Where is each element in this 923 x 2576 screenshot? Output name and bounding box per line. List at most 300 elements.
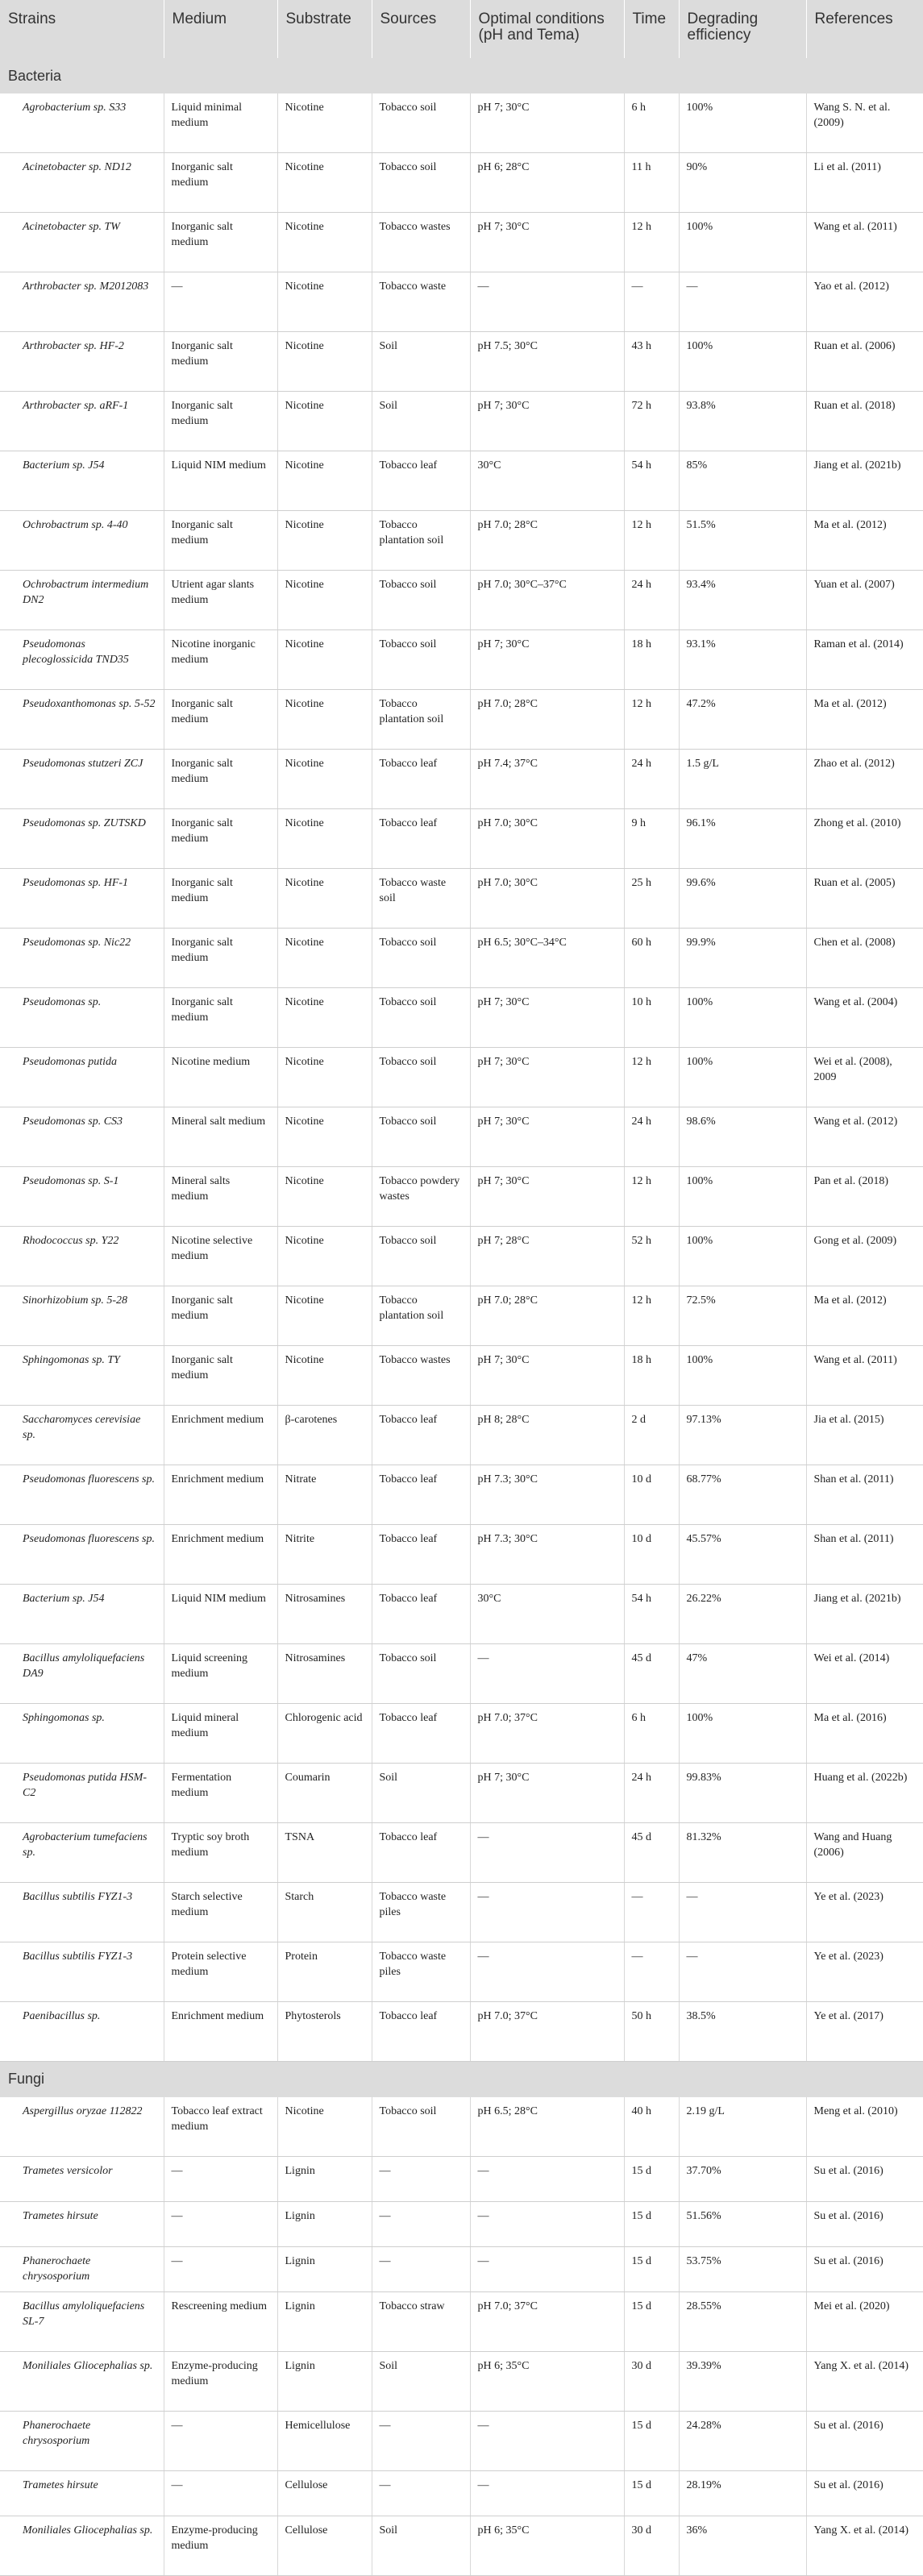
cell-strain: Pseudomonas sp. ZUTSKD — [0, 809, 164, 869]
cell-strain: Acinetobacter sp. ND12 — [0, 153, 164, 213]
cell-strain: Pseudomonas putida — [0, 1048, 164, 1107]
cell-time: 24 h — [624, 571, 679, 630]
cell-strain: Ochrobactrum intermedium DN2 — [0, 571, 164, 630]
cell-time: 45 d — [624, 1644, 679, 1704]
cell-time: 11 h — [624, 153, 679, 213]
cell-efficiency: 51.5% — [679, 511, 806, 571]
cell-reference: Ye et al. (2023) — [806, 1942, 923, 2002]
cell-time: 15 d — [624, 2291, 679, 2351]
cell-medium: Inorganic salt medium — [164, 332, 277, 392]
cell-strain: Pseudomonas putida HSM-C2 — [0, 1764, 164, 1823]
cell-conditions: 30°C — [470, 1585, 624, 1644]
cell-substrate: Nicotine — [277, 809, 372, 869]
cell-source: Tobacco waste piles — [372, 1883, 470, 1942]
cell-efficiency: 47.2% — [679, 690, 806, 750]
cell-efficiency: 2.19 g/L — [679, 2097, 806, 2157]
cell-reference: Zhao et al. (2012) — [806, 750, 923, 809]
table-row — [0, 1107, 923, 1167]
cell-strain: Trametes hirsute — [0, 2470, 164, 2516]
cell-conditions: — — [470, 272, 624, 332]
cell-efficiency: 98.6% — [679, 1107, 806, 1167]
cell-source: Tobacco leaf — [372, 451, 470, 511]
cell-reference: Zhong et al. (2010) — [806, 809, 923, 869]
table-row — [0, 690, 923, 750]
cell-efficiency: 26.22% — [679, 1585, 806, 1644]
cell-conditions: pH 7; 30°C — [470, 1346, 624, 1406]
cell-reference: Yang X. et al. (2014) — [806, 2516, 923, 2575]
table-row — [0, 1406, 923, 1465]
cell-efficiency: 99.83% — [679, 1764, 806, 1823]
cell-medium: Inorganic salt medium — [164, 809, 277, 869]
cell-strain: Pseudomonas stutzeri ZCJ — [0, 750, 164, 809]
cell-efficiency: 68.77% — [679, 1465, 806, 1525]
cell-source: Soil — [372, 2516, 470, 2575]
cell-strain: Phanerochaete chrysosporium — [0, 2411, 164, 2470]
cell-strain: Bacterium sp. J54 — [0, 1585, 164, 1644]
cell-time: 12 h — [624, 1286, 679, 1346]
cell-reference: Su et al. (2016) — [806, 2411, 923, 2470]
table-row — [0, 2411, 923, 2470]
cell-medium: Inorganic salt medium — [164, 213, 277, 272]
cell-efficiency: 93.8% — [679, 392, 806, 451]
cell-conditions: pH 7; 28°C — [470, 1227, 624, 1286]
cell-medium: Inorganic salt medium — [164, 988, 277, 1048]
table-row — [0, 2097, 923, 2157]
table-row — [0, 2470, 923, 2516]
cell-source: Tobacco plantation soil — [372, 1286, 470, 1346]
cell-substrate: Lignin — [277, 2156, 372, 2201]
cell-time: 12 h — [624, 690, 679, 750]
cell-time: 50 h — [624, 2002, 679, 2062]
cell-substrate: Nicotine — [277, 1286, 372, 1346]
cell-strain: Bacillus amyloliquefaciens DA9 — [0, 1644, 164, 1704]
cell-strain: Pseudomonas fluorescens sp. — [0, 1465, 164, 1525]
cell-source: Soil — [372, 332, 470, 392]
cell-source: Tobacco wastes — [372, 1346, 470, 1406]
cell-time: 12 h — [624, 511, 679, 571]
table-row — [0, 93, 923, 153]
table-row — [0, 1227, 923, 1286]
cell-strain: Aspergillus oryzae 112822 — [0, 2097, 164, 2157]
cell-conditions: pH 7.5; 30°C — [470, 332, 624, 392]
cell-reference: Wei et al. (2008), 2009 — [806, 1048, 923, 1107]
table-row — [0, 392, 923, 451]
table-row — [0, 2156, 923, 2201]
cell-reference: Wang et al. (2011) — [806, 213, 923, 272]
cell-medium: Inorganic salt medium — [164, 1346, 277, 1406]
cell-reference: Ma et al. (2016) — [806, 1704, 923, 1764]
section-label: Bacteria — [0, 58, 923, 93]
table-row — [0, 630, 923, 690]
cell-efficiency: 36% — [679, 2516, 806, 2575]
cell-reference: Ruan et al. (2005) — [806, 869, 923, 929]
cell-substrate: Lignin — [277, 2201, 372, 2246]
cell-medium: — — [164, 2201, 277, 2246]
cell-conditions: — — [470, 2411, 624, 2470]
cell-time: 12 h — [624, 213, 679, 272]
cell-medium: Inorganic salt medium — [164, 392, 277, 451]
cell-substrate: Nicotine — [277, 1048, 372, 1107]
cell-reference: Gong et al. (2009) — [806, 1227, 923, 1286]
cell-source: — — [372, 2201, 470, 2246]
cell-medium: Tryptic soy broth medium — [164, 1823, 277, 1883]
section-row — [0, 2062, 923, 2097]
cell-strain: Pseudomonas fluorescens sp. — [0, 1525, 164, 1585]
cell-time: 24 h — [624, 1764, 679, 1823]
cell-medium: — — [164, 2411, 277, 2470]
cell-conditions: pH 7; 30°C — [470, 213, 624, 272]
header-substrate: Substrate — [277, 0, 372, 58]
cell-strain: Moniliales Gliocephalias sp. — [0, 2351, 164, 2411]
cell-strain: Phanerochaete chrysosporium — [0, 2246, 164, 2291]
section-row — [0, 58, 923, 93]
table-row — [0, 1525, 923, 1585]
table-row — [0, 1585, 923, 1644]
cell-reference: Wang et al. (2011) — [806, 1346, 923, 1406]
cell-time: — — [624, 272, 679, 332]
cell-efficiency: 100% — [679, 1048, 806, 1107]
table-row — [0, 1644, 923, 1704]
cell-reference: Li et al. (2011) — [806, 153, 923, 213]
table-row — [0, 2516, 923, 2575]
cell-conditions: pH 7.0; 30°C–37°C — [470, 571, 624, 630]
cell-time: 2 d — [624, 1406, 679, 1465]
table-row — [0, 2351, 923, 2411]
cell-substrate: Nicotine — [277, 1107, 372, 1167]
cell-source: — — [372, 2470, 470, 2516]
cell-reference: Huang et al. (2022b) — [806, 1764, 923, 1823]
cell-reference: Pan et al. (2018) — [806, 1167, 923, 1227]
cell-time: 24 h — [624, 750, 679, 809]
cell-efficiency: — — [679, 272, 806, 332]
cell-efficiency: 38.5% — [679, 2002, 806, 2062]
cell-source: Tobacco soil — [372, 93, 470, 153]
table-row — [0, 2246, 923, 2291]
table-row — [0, 2002, 923, 2062]
cell-efficiency: 90% — [679, 153, 806, 213]
cell-source: Soil — [372, 1764, 470, 1823]
cell-efficiency: 100% — [679, 1346, 806, 1406]
cell-reference: Su et al. (2016) — [806, 2470, 923, 2516]
cell-time: 30 d — [624, 2351, 679, 2411]
cell-reference: Jiang et al. (2021b) — [806, 451, 923, 511]
cell-source: Tobacco leaf — [372, 1823, 470, 1883]
cell-efficiency: 47% — [679, 1644, 806, 1704]
table-row — [0, 213, 923, 272]
cell-time: 45 d — [624, 1823, 679, 1883]
cell-time: 54 h — [624, 1585, 679, 1644]
cell-reference: Yang X. et al. (2014) — [806, 2351, 923, 2411]
cell-conditions: pH 7.0; 28°C — [470, 1286, 624, 1346]
table-body — [0, 58, 923, 2575]
table-row — [0, 2291, 923, 2351]
cell-substrate: Nicotine — [277, 571, 372, 630]
cell-time: 15 d — [624, 2201, 679, 2246]
cell-conditions: pH 7; 30°C — [470, 93, 624, 153]
cell-strain: Acinetobacter sp. TW — [0, 213, 164, 272]
cell-medium: — — [164, 272, 277, 332]
cell-reference: Wang et al. (2004) — [806, 988, 923, 1048]
table-row — [0, 1167, 923, 1227]
table-row — [0, 1764, 923, 1823]
cell-reference: Ma et al. (2012) — [806, 511, 923, 571]
cell-medium: Enrichment medium — [164, 1525, 277, 1585]
cell-strain: Sphingomonas sp. TY — [0, 1346, 164, 1406]
cell-reference: Ye et al. (2023) — [806, 1883, 923, 1942]
cell-reference: Wang and Huang (2006) — [806, 1823, 923, 1883]
cell-substrate: Nicotine — [277, 630, 372, 690]
cell-source: Tobacco soil — [372, 1227, 470, 1286]
cell-conditions: pH 7.4; 37°C — [470, 750, 624, 809]
table-row — [0, 1346, 923, 1406]
cell-medium: Enrichment medium — [164, 1406, 277, 1465]
cell-efficiency: 93.1% — [679, 630, 806, 690]
cell-time: 9 h — [624, 809, 679, 869]
cell-substrate: Nitrite — [277, 1525, 372, 1585]
cell-time: 15 d — [624, 2156, 679, 2201]
cell-source: — — [372, 2246, 470, 2291]
cell-strain: Ochrobactrum sp. 4-40 — [0, 511, 164, 571]
cell-reference: Yuan et al. (2007) — [806, 571, 923, 630]
cell-substrate: Cellulose — [277, 2470, 372, 2516]
cell-medium: Enzyme-producing medium — [164, 2516, 277, 2575]
table-row — [0, 332, 923, 392]
cell-medium: Inorganic salt medium — [164, 511, 277, 571]
cell-source: Tobacco leaf — [372, 1585, 470, 1644]
cell-substrate: Nicotine — [277, 929, 372, 988]
cell-reference: Su et al. (2016) — [806, 2156, 923, 2201]
cell-efficiency: 28.19% — [679, 2470, 806, 2516]
cell-substrate: Nicotine — [277, 2097, 372, 2157]
cell-reference: Su et al. (2016) — [806, 2246, 923, 2291]
cell-reference: Ye et al. (2017) — [806, 2002, 923, 2062]
table-row — [0, 750, 923, 809]
cell-strain: Pseudomonas sp. — [0, 988, 164, 1048]
cell-medium: Nicotine selective medium — [164, 1227, 277, 1286]
cell-efficiency: 100% — [679, 1167, 806, 1227]
cell-strain: Pseudomonas sp. S-1 — [0, 1167, 164, 1227]
cell-efficiency: 96.1% — [679, 809, 806, 869]
cell-medium: Starch selective medium — [164, 1883, 277, 1942]
table-row — [0, 929, 923, 988]
cell-time: 25 h — [624, 869, 679, 929]
cell-substrate: Nicotine — [277, 332, 372, 392]
cell-conditions: pH 7.0; 28°C — [470, 511, 624, 571]
cell-source: Tobacco leaf — [372, 1465, 470, 1525]
cell-time: — — [624, 1942, 679, 2002]
cell-conditions: pH 7.0; 30°C — [470, 809, 624, 869]
cell-conditions: pH 7; 30°C — [470, 988, 624, 1048]
cell-time: — — [624, 1883, 679, 1942]
cell-source: Tobacco soil — [372, 630, 470, 690]
cell-source: Tobacco leaf — [372, 809, 470, 869]
cell-substrate: Nicotine — [277, 451, 372, 511]
cell-substrate: Nicotine — [277, 93, 372, 153]
cell-time: 18 h — [624, 1346, 679, 1406]
cell-efficiency: 1.5 g/L — [679, 750, 806, 809]
cell-reference: Ruan et al. (2018) — [806, 392, 923, 451]
cell-time: 15 d — [624, 2470, 679, 2516]
cell-strain: Trametes hirsute — [0, 2201, 164, 2246]
table-row — [0, 451, 923, 511]
cell-time: 43 h — [624, 332, 679, 392]
cell-medium: Protein selective medium — [164, 1942, 277, 2002]
cell-substrate: Nicotine — [277, 988, 372, 1048]
cell-substrate: Nicotine — [277, 869, 372, 929]
cell-substrate: Nicotine — [277, 1227, 372, 1286]
table-row — [0, 1048, 923, 1107]
cell-reference: Mei et al. (2020) — [806, 2291, 923, 2351]
header-sources: Sources — [372, 0, 470, 58]
cell-efficiency: 24.28% — [679, 2411, 806, 2470]
cell-time: 12 h — [624, 1048, 679, 1107]
cell-source: Tobacco powdery wastes — [372, 1167, 470, 1227]
cell-substrate: β-carotenes — [277, 1406, 372, 1465]
cell-efficiency: 53.75% — [679, 2246, 806, 2291]
cell-conditions: pH 7; 30°C — [470, 1167, 624, 1227]
cell-conditions: pH 7.3; 30°C — [470, 1465, 624, 1525]
cell-conditions: — — [470, 2201, 624, 2246]
cell-strain: Sinorhizobium sp. 5-28 — [0, 1286, 164, 1346]
cell-efficiency: 28.55% — [679, 2291, 806, 2351]
cell-efficiency: 45.57% — [679, 1525, 806, 1585]
cell-medium: Inorganic salt medium — [164, 1286, 277, 1346]
cell-efficiency: 81.32% — [679, 1823, 806, 1883]
table-row — [0, 869, 923, 929]
cell-substrate: Nicotine — [277, 750, 372, 809]
cell-efficiency: 39.39% — [679, 2351, 806, 2411]
cell-conditions: — — [470, 1823, 624, 1883]
cell-medium: Enrichment medium — [164, 2002, 277, 2062]
cell-strain: Paenibacillus sp. — [0, 2002, 164, 2062]
cell-strain: Pseudomonas sp. HF-1 — [0, 869, 164, 929]
cell-conditions: pH 6; 35°C — [470, 2351, 624, 2411]
cell-strain: Bacillus amyloliquefaciens SL-7 — [0, 2291, 164, 2351]
cell-source: Soil — [372, 392, 470, 451]
cell-reference: Jiang et al. (2021b) — [806, 1585, 923, 1644]
cell-strain: Pseudoxanthomonas sp. 5-52 — [0, 690, 164, 750]
cell-conditions: — — [470, 1644, 624, 1704]
cell-time: 72 h — [624, 392, 679, 451]
cell-medium: Mineral salts medium — [164, 1167, 277, 1227]
cell-strain: Bacillus subtilis FYZ1-3 — [0, 1883, 164, 1942]
cell-efficiency: 100% — [679, 988, 806, 1048]
cell-medium: Inorganic salt medium — [164, 750, 277, 809]
cell-source: Tobacco plantation soil — [372, 511, 470, 571]
cell-substrate: Nitrosamines — [277, 1585, 372, 1644]
cell-substrate: Coumarin — [277, 1764, 372, 1823]
cell-time: 60 h — [624, 929, 679, 988]
cell-reference: Wang et al. (2012) — [806, 1107, 923, 1167]
cell-reference: Wei et al. (2014) — [806, 1644, 923, 1704]
cell-strain: Agrobacterium sp. S33 — [0, 93, 164, 153]
cell-reference: Shan et al. (2011) — [806, 1525, 923, 1585]
cell-time: 6 h — [624, 1704, 679, 1764]
cell-reference: Ma et al. (2012) — [806, 690, 923, 750]
cell-time: 15 d — [624, 2411, 679, 2470]
cell-conditions: — — [470, 2156, 624, 2201]
cell-substrate: Chlorogenic acid — [277, 1704, 372, 1764]
cell-medium: Liquid mineral medium — [164, 1704, 277, 1764]
cell-substrate: Nicotine — [277, 511, 372, 571]
cell-efficiency: 100% — [679, 332, 806, 392]
cell-reference: Meng et al. (2010) — [806, 2097, 923, 2157]
cell-efficiency: 99.9% — [679, 929, 806, 988]
cell-time: 12 h — [624, 1167, 679, 1227]
cell-time: 52 h — [624, 1227, 679, 1286]
cell-strain: Bacterium sp. J54 — [0, 451, 164, 511]
cell-substrate: Phytosterols — [277, 2002, 372, 2062]
cell-strain: Arthrobacter sp. HF-2 — [0, 332, 164, 392]
cell-medium: — — [164, 2470, 277, 2516]
cell-medium: Nicotine medium — [164, 1048, 277, 1107]
cell-source: Tobacco soil — [372, 2097, 470, 2157]
cell-efficiency: 99.6% — [679, 869, 806, 929]
cell-medium: Inorganic salt medium — [164, 690, 277, 750]
cell-strain: Arthrobacter sp. aRF-1 — [0, 392, 164, 451]
cell-substrate: Cellulose — [277, 2516, 372, 2575]
cell-time: 10 d — [624, 1465, 679, 1525]
cell-source: Tobacco leaf — [372, 1406, 470, 1465]
cell-strain: Pseudomonas plecoglossicida TND35 — [0, 630, 164, 690]
cell-source: Tobacco leaf — [372, 1525, 470, 1585]
cell-time: 15 d — [624, 2246, 679, 2291]
cell-efficiency: 100% — [679, 1704, 806, 1764]
table-row — [0, 988, 923, 1048]
cell-substrate: Nicotine — [277, 153, 372, 213]
cell-substrate: Lignin — [277, 2246, 372, 2291]
cell-source: Tobacco soil — [372, 153, 470, 213]
cell-conditions: pH 6; 35°C — [470, 2516, 624, 2575]
cell-substrate: Nicotine — [277, 213, 372, 272]
cell-conditions: — — [470, 2470, 624, 2516]
cell-medium: — — [164, 2246, 277, 2291]
cell-substrate: Nicotine — [277, 1346, 372, 1406]
cell-substrate: Nicotine — [277, 272, 372, 332]
cell-reference: Ma et al. (2012) — [806, 1286, 923, 1346]
table-row — [0, 2201, 923, 2246]
table-row — [0, 1883, 923, 1942]
cell-substrate: Nitrate — [277, 1465, 372, 1525]
cell-medium: Liquid NIM medium — [164, 1585, 277, 1644]
cell-efficiency: 72.5% — [679, 1286, 806, 1346]
cell-conditions: pH 7.3; 30°C — [470, 1525, 624, 1585]
cell-source: Tobacco leaf — [372, 1704, 470, 1764]
cell-efficiency: 100% — [679, 1227, 806, 1286]
cell-conditions: pH 7.0; 37°C — [470, 2291, 624, 2351]
cell-source: Tobacco soil — [372, 988, 470, 1048]
cell-medium: Inorganic salt medium — [164, 929, 277, 988]
cell-efficiency: 51.56% — [679, 2201, 806, 2246]
cell-substrate: Protein — [277, 1942, 372, 2002]
cell-medium: Mineral salt medium — [164, 1107, 277, 1167]
table-row — [0, 1942, 923, 2002]
cell-conditions: pH 7; 30°C — [470, 1107, 624, 1167]
cell-time: 54 h — [624, 451, 679, 511]
cell-time: 10 h — [624, 988, 679, 1048]
cell-source: Tobacco leaf — [372, 750, 470, 809]
table-row — [0, 1704, 923, 1764]
cell-conditions: pH 7.0; 37°C — [470, 1704, 624, 1764]
cell-conditions: 30°C — [470, 451, 624, 511]
cell-efficiency: — — [679, 1942, 806, 2002]
cell-conditions: pH 7.0; 30°C — [470, 869, 624, 929]
cell-source: Soil — [372, 2351, 470, 2411]
cell-medium: Liquid screening medium — [164, 1644, 277, 1704]
cell-source: Tobacco straw — [372, 2291, 470, 2351]
cell-substrate: Nitrosamines — [277, 1644, 372, 1704]
cell-conditions: — — [470, 1883, 624, 1942]
